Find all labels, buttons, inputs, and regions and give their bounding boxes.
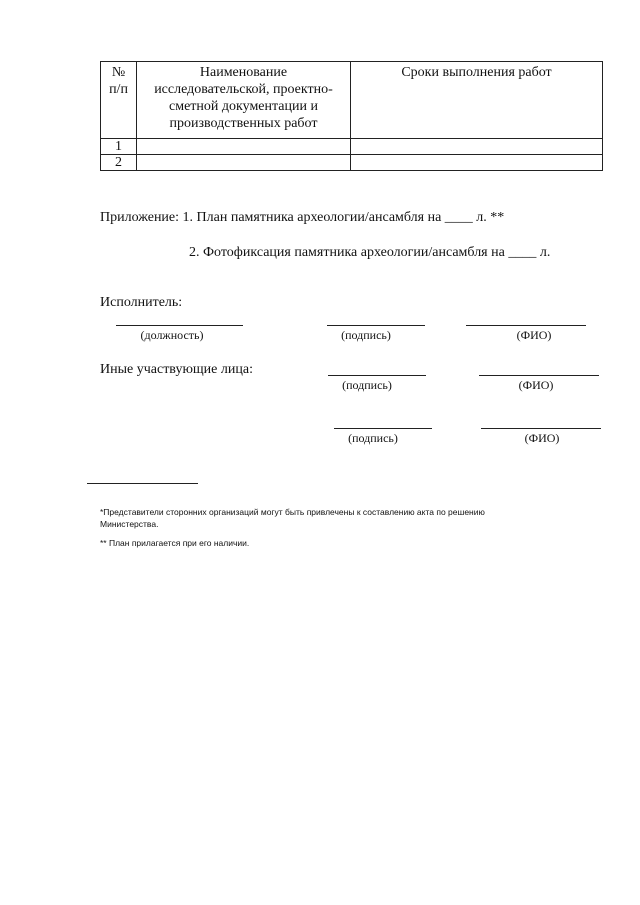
works-table bbox=[100, 61, 603, 171]
header-name-line: сметной документации и bbox=[169, 99, 318, 114]
header-terms-text: Сроки выполнения работ bbox=[401, 65, 552, 80]
header-terms bbox=[351, 62, 603, 139]
executor-signature-line[interactable] bbox=[327, 325, 425, 326]
row-terms-cell[interactable] bbox=[351, 139, 603, 155]
header-name-line: Наименование bbox=[199, 65, 288, 80]
row-number: 2 bbox=[101, 155, 137, 171]
other-2-name-line[interactable] bbox=[481, 428, 601, 429]
executor-signature-caption: (подпись) bbox=[341, 328, 391, 342]
row-terms-cell[interactable] bbox=[351, 155, 603, 171]
header-number bbox=[101, 62, 137, 139]
other-1-name-line[interactable] bbox=[479, 375, 599, 376]
executor-title: Исполнитель: bbox=[100, 295, 183, 310]
other-1-name-caption: (ФИО) bbox=[518, 378, 554, 392]
appendix-item-2: 2. Фотофиксация памятника археологии/ансамбля на ____ л. bbox=[189, 245, 551, 260]
header-name-line: производственных работ bbox=[169, 116, 318, 131]
other-2-signature-caption: (подпись) bbox=[348, 431, 398, 445]
executor-position-caption: (должность) bbox=[140, 328, 204, 342]
footnote-1 bbox=[100, 506, 485, 530]
footnote-1-line: *Представители сторонних организаций могут быть привлечены к составлению акта по решению bbox=[100, 507, 485, 517]
header-name-line: исследовательской, проектно- bbox=[154, 82, 333, 97]
footnote-2: ** План прилагается при его наличии. bbox=[100, 538, 250, 548]
footnote-1-line: Министерства. bbox=[100, 519, 159, 529]
row-name-cell[interactable] bbox=[137, 155, 351, 171]
footnote-separator bbox=[87, 483, 198, 484]
other-2-signature-line[interactable] bbox=[334, 428, 432, 429]
header-number-line: № bbox=[111, 65, 126, 80]
executor-position-line[interactable] bbox=[116, 325, 243, 326]
row-name-cell[interactable] bbox=[137, 139, 351, 155]
other-1-signature-caption: (подпись) bbox=[342, 378, 392, 392]
table-row bbox=[101, 139, 603, 155]
other-1-signature-line[interactable] bbox=[328, 375, 426, 376]
table-row bbox=[101, 155, 603, 171]
appendix-item-1: Приложение: 1. План памятника археологии/ансамбля на ____ л. ** bbox=[100, 210, 505, 225]
other-2-name-caption: (ФИО) bbox=[524, 431, 560, 445]
executor-name-caption: (ФИО) bbox=[516, 328, 552, 342]
others-title: Иные участвующие лица: bbox=[100, 362, 253, 377]
table-header-row bbox=[101, 62, 603, 139]
executor-name-line[interactable] bbox=[466, 325, 586, 326]
row-number: 1 bbox=[101, 139, 137, 155]
header-name bbox=[137, 62, 351, 139]
header-number-line: п/п bbox=[109, 82, 128, 97]
